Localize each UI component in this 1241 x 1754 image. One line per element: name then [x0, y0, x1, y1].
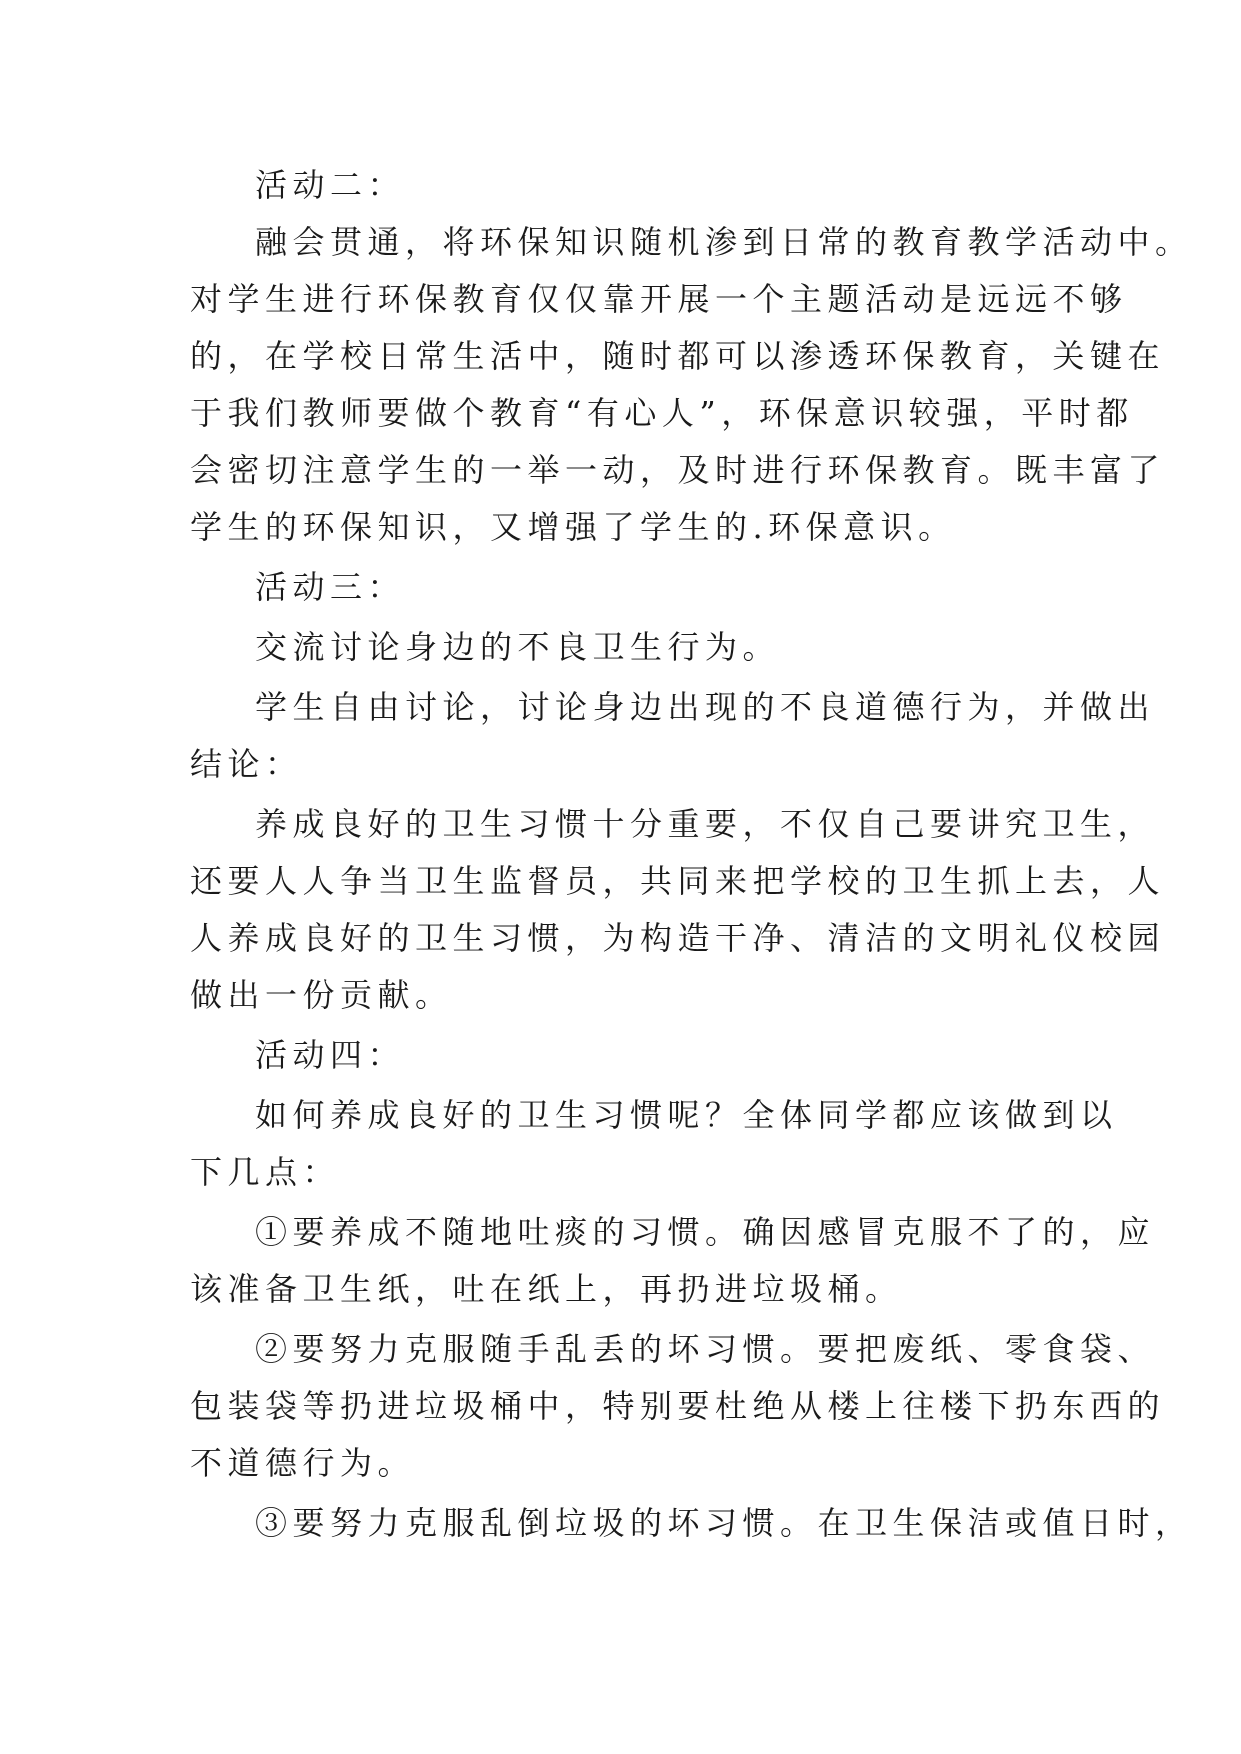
text-line: 于我们教师要做个教育“有心人”，环保意识较强，平时都	[190, 394, 1134, 432]
text-line: 会密切注意学生的一举一动，及时进行环保教育。既丰富了	[190, 451, 1166, 489]
text-line: 结论：	[190, 745, 303, 783]
text-line: 交流讨论身边的不良卫生行为。	[255, 628, 781, 666]
text-line: 的，在学校日常生活中，随时都可以渗透环保教育，关键在	[190, 337, 1166, 375]
text-line: 活动四：	[255, 1036, 406, 1074]
text-line: 如何养成良好的卫生习惯呢？全体同学都应该做到以	[255, 1096, 1118, 1134]
text-line: 还要人人争当卫生监督员，共同来把学校的卫生抓上去，人	[190, 862, 1166, 900]
text-line: 融会贯通，将环保知识随机渗到日常的教育教学活动中。	[255, 223, 1193, 261]
text-line: 该准备卫生纸，吐在纸上，再扔进垃圾桶。	[190, 1270, 903, 1308]
text-line: 不道德行为。	[190, 1444, 416, 1482]
text-line: 学生的环保知识，又增强了学生的.环保意识。	[190, 508, 956, 546]
text-line: 学生自由讨论，讨论身边出现的不良道德行为，并做出	[255, 688, 1156, 726]
text-line: 包装袋等扔进垃圾桶中，特别要杜绝从楼上往楼下扔东西的	[190, 1387, 1166, 1425]
text-line: 对学生进行环保教育仅仅靠开展一个主题活动是远远不够	[190, 280, 1128, 318]
text-line: ②要努力克服随手乱丢的坏习惯。要把废纸、零食袋、	[255, 1330, 1156, 1368]
text-line: 活动三：	[255, 568, 406, 606]
text-line: 做出一份贡献。	[190, 976, 453, 1014]
text-line: 下几点：	[190, 1153, 341, 1191]
text-line: 活动二：	[255, 166, 406, 204]
text-line: ①要养成不随地吐痰的习惯。确因感冒克服不了的，应	[255, 1213, 1156, 1251]
text-line: 养成良好的卫生习惯十分重要，不仅自己要讲究卫生，	[255, 805, 1156, 843]
text-line: 人养成良好的卫生习惯，为构造干净、清洁的文明礼仪校园	[190, 919, 1166, 957]
text-line: ③要努力克服乱倒垃圾的坏习惯。在卫生保洁或值日时，	[255, 1504, 1193, 1542]
